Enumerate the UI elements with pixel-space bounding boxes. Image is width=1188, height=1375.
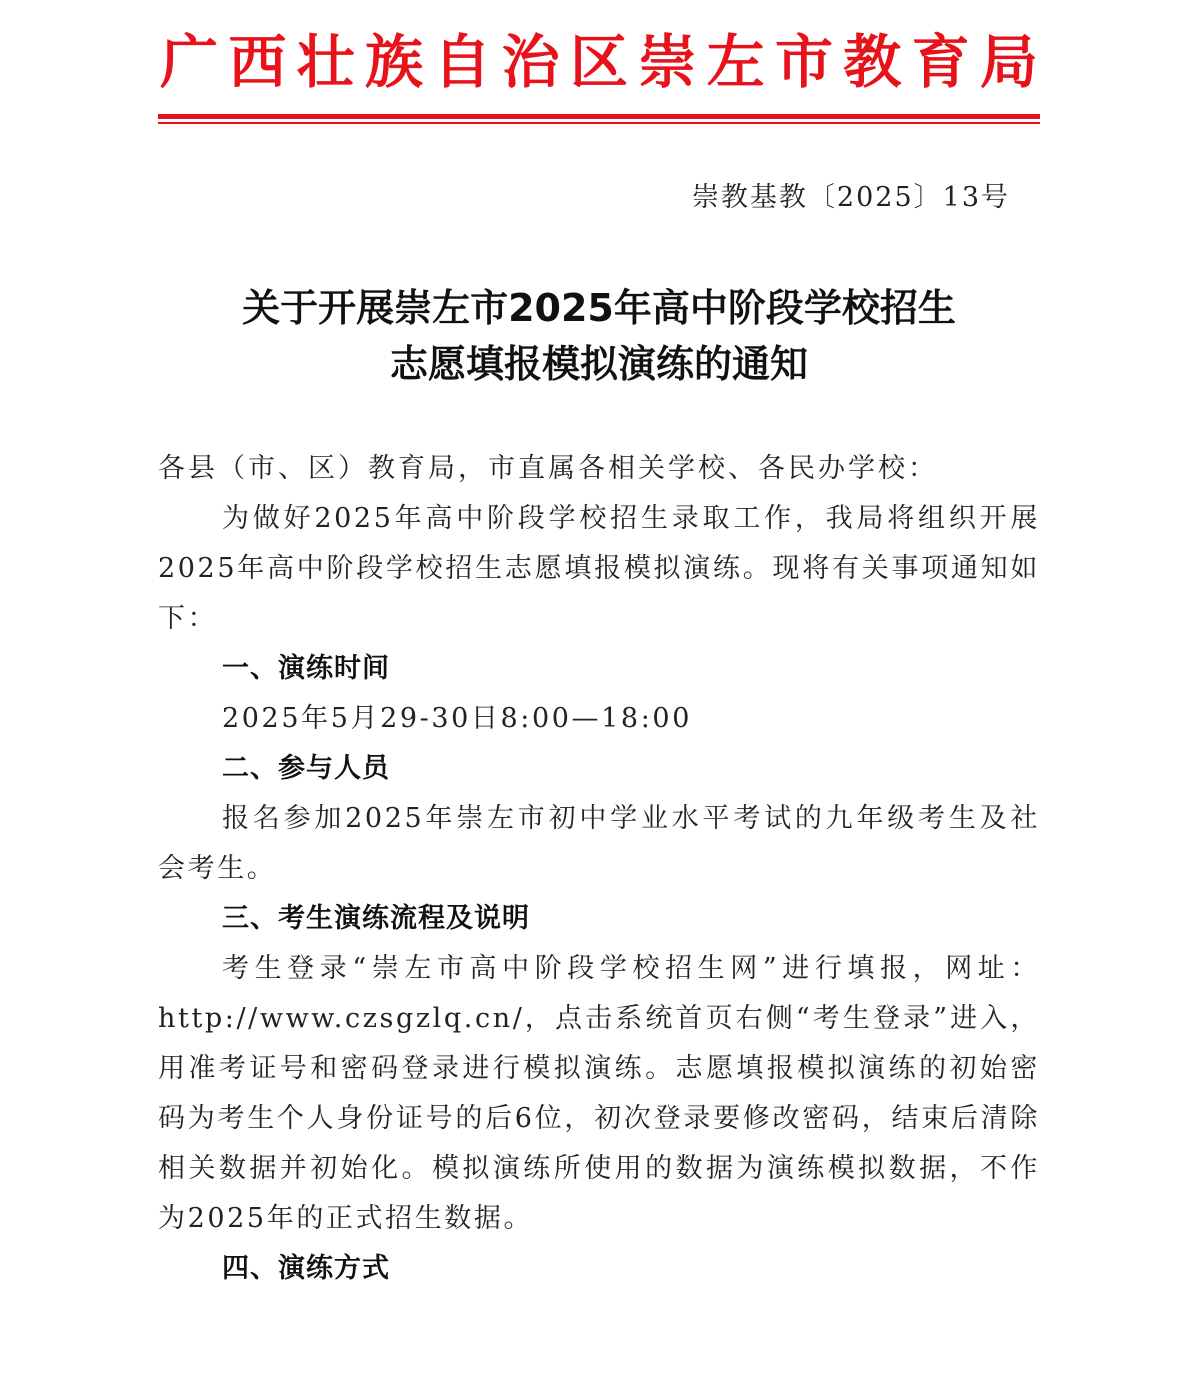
masthead-char: 区 <box>569 28 628 96</box>
masthead-char: 教 <box>843 28 902 96</box>
masthead-char: 广 <box>159 28 218 96</box>
masthead-char: 自 <box>433 28 492 96</box>
masthead-char: 局 <box>979 28 1038 96</box>
masthead-char: 西 <box>228 28 287 96</box>
masthead-char: 崇 <box>638 28 697 96</box>
masthead-divider-thick <box>158 114 1040 119</box>
intro-paragraph: 为做好2025年高中阶段学校招生录取工作，我局将组织开展2025年高中阶段学校招生志愿填报模拟演练。现将有关事项通知如下： <box>158 503 1040 634</box>
masthead-divider-thin <box>158 122 1040 124</box>
section-heading-time: 一、演练时间 <box>222 653 390 684</box>
masthead-char: 治 <box>501 28 560 96</box>
masthead-char: 市 <box>774 28 833 96</box>
section-text-participants: 报名参加2025年崇左市初中学业水平考试的九年级考生及社会考生。 <box>158 803 1040 884</box>
masthead-char: 壮 <box>296 28 355 96</box>
section-heading-method: 四、演练方式 <box>222 1253 390 1284</box>
section-text-time: 2025年5月29-30日8:00—18:00 <box>222 703 692 734</box>
section-heading-participants: 二、参与人员 <box>222 753 390 784</box>
masthead-char: 育 <box>911 28 970 96</box>
section-text-process: 考生登录“崇左市高中阶段学校招生网”进行填报，网址：http://www.czsgzlq.cn/，点击系统首页右侧“考生登录”进入，用准考证号和密码登录进行模拟演练。志愿填报模拟演练的初始密码为考生个人身份证号的后6位，初次登录要修改密码，结束后清除相关数据并初始化。模拟演练所使用的数据为演练模拟数据，不作为2025年的正式招生数据。 <box>158 953 1040 1234</box>
masthead-char: 左 <box>706 28 765 96</box>
document-body <box>158 444 1040 1294</box>
document-number: 崇教基教〔2025〕13号 <box>691 182 1010 213</box>
masthead-title <box>158 22 1040 102</box>
section-heading-process: 三、考生演练流程及说明 <box>222 903 530 934</box>
document-title-line-1: 关于开展崇左市2025年高中阶段学校招生 <box>242 286 956 330</box>
masthead-char: 族 <box>364 28 423 96</box>
salutation: 各县（市、区）教育局，市直属各相关学校、各民办学校： <box>158 453 938 484</box>
document-title-line-2: 志愿填报模拟演练的通知 <box>389 342 808 386</box>
